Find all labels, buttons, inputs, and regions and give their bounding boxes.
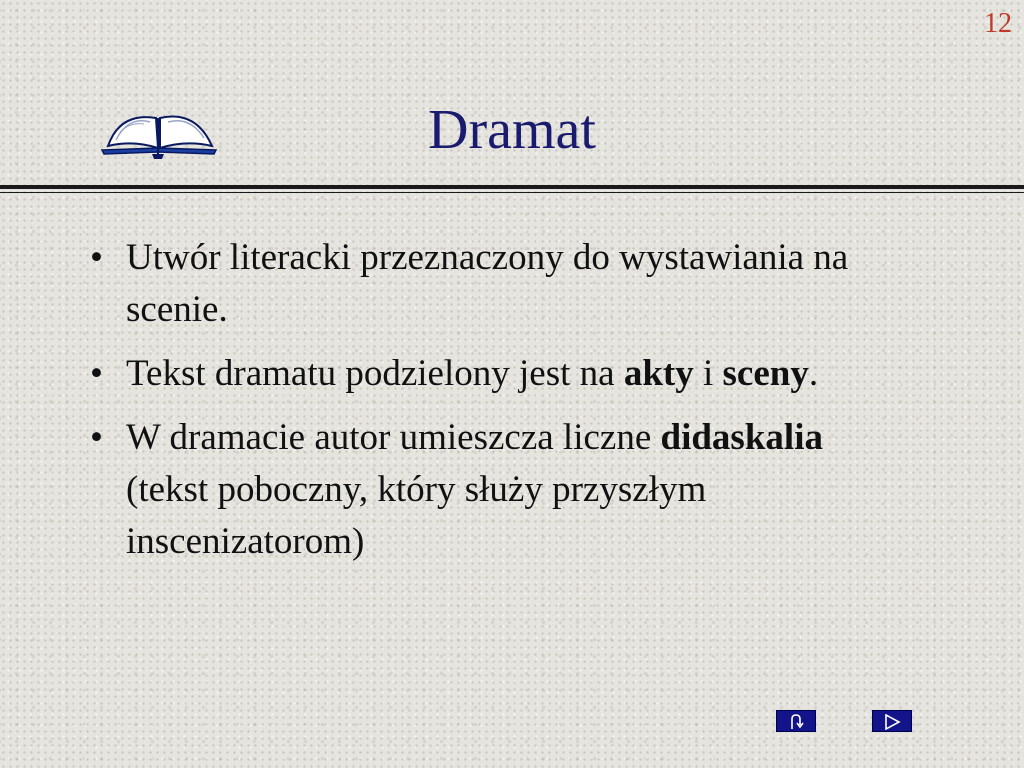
- next-slide-button[interactable]: [872, 710, 912, 732]
- bullet-marker: •: [90, 237, 103, 278]
- bullet-text: Tekst dramatu podzielony jest na: [126, 353, 624, 394]
- bullet-text: .: [808, 353, 819, 394]
- return-arrow-icon: [787, 714, 805, 730]
- bullet-term: didaskalia: [660, 417, 823, 458]
- slide-title: Dramat: [428, 99, 596, 161]
- bullet-text: Utwór literacki przeznaczony do wystawiania na scenie.: [126, 237, 849, 330]
- bullet-item: [90, 232, 890, 336]
- bullet-text: (tekst poboczny, który służy przyszłym inscenizatorom): [126, 469, 707, 562]
- bullet-item: [90, 412, 890, 568]
- bullet-list: [90, 232, 890, 580]
- bullet-term: sceny: [722, 353, 809, 394]
- return-button[interactable]: [776, 710, 816, 732]
- bullet-term: akty: [623, 353, 694, 394]
- bullet-marker: •: [90, 417, 103, 458]
- play-triangle-icon: [883, 714, 901, 730]
- slide-number: 12: [984, 8, 1012, 39]
- title-divider-thin: [0, 192, 1024, 193]
- bullet-marker: •: [90, 353, 103, 394]
- bullet-text: i: [693, 353, 723, 394]
- bullet-item: [90, 348, 890, 400]
- title-divider-thick: [0, 185, 1024, 189]
- bullet-text: W dramacie autor umieszcza liczne: [126, 417, 661, 458]
